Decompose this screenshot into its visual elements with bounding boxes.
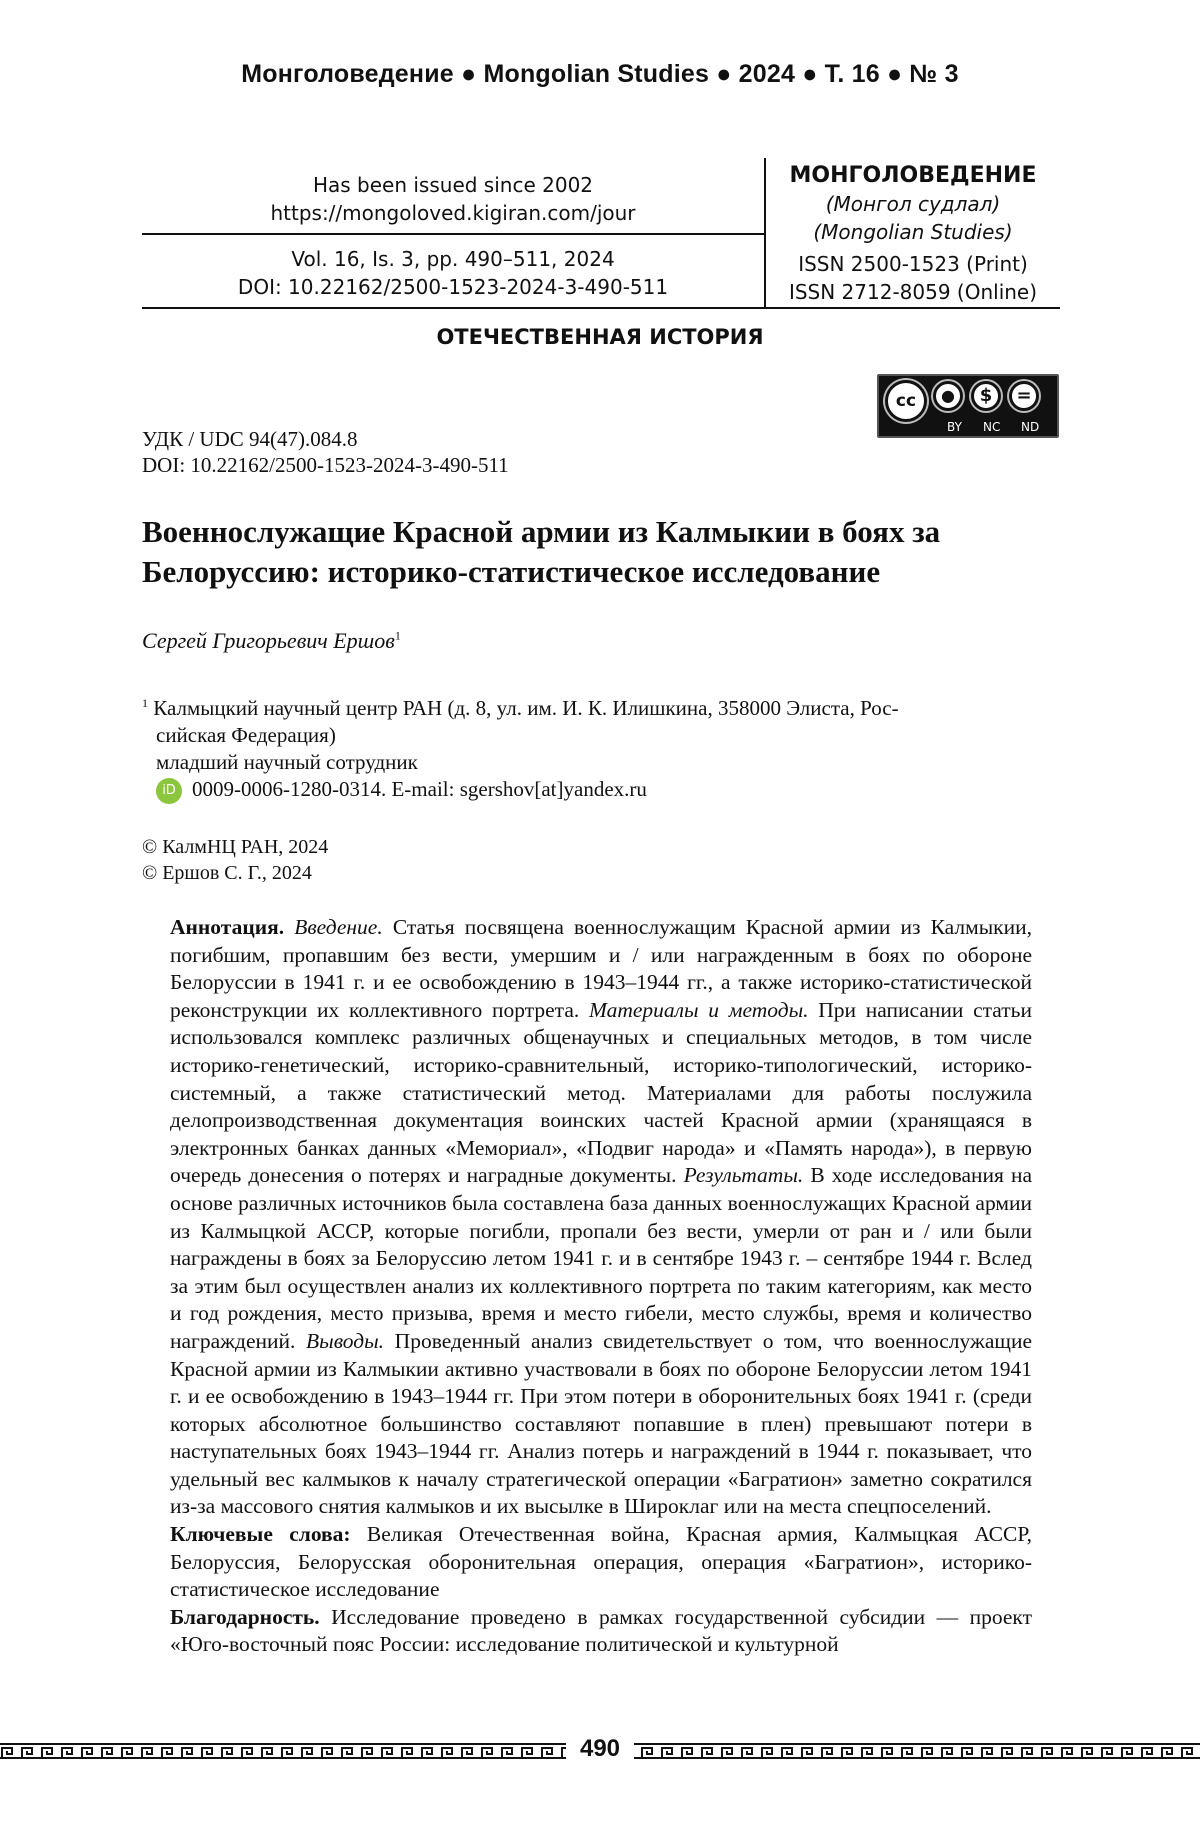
affiliation-line-1: Калмыцкий научный центр РАН (д. 8, ул. им. И. К. Илишкина, 358000 Элиста, Рос- <box>148 696 899 720</box>
volume: Vol. 16, Is. 3, pp. 490–511, 2024 <box>291 247 615 271</box>
affiliation-line-2: сийская Федерация) <box>156 723 336 747</box>
author-position: младший научный сотрудник <box>156 750 418 774</box>
author-name: Сергей Григорьевич Ершов <box>142 628 395 653</box>
acknowledgment-label: Благодарность. <box>170 1604 320 1629</box>
intro-label: Введение. <box>294 915 383 939</box>
cc-icon: cc <box>885 380 927 422</box>
article-doi[interactable]: DOI: 10.22162/2500-1523-2024-3-490-511 <box>142 453 509 477</box>
abstract-label: Аннотация. <box>170 915 285 939</box>
info-bottom-rule <box>142 307 1060 309</box>
affiliation <box>142 690 1060 804</box>
journal-name-mongolian: (Монгол судлал) <box>825 192 1001 216</box>
conclusions-label: Выводы. <box>306 1328 385 1353</box>
nd-equals-icon: = <box>1009 381 1039 411</box>
nc-dollar-icon: $ <box>971 381 1001 411</box>
orcid-icon[interactable]: iD <box>156 778 182 804</box>
acknowledgment-text: Исследование проведено в рамках государственной субсидии — проект «Юго-восточный пояс России: исследование политической и культурной <box>170 1604 1032 1657</box>
title-line-1: Военнослужащие Красной армии из Калмыкии в боях за <box>142 514 941 549</box>
conclusions-text: Проведенный анализ свидетельствует о том, что военнослужащие Красной армии из Калмыкии активно участвовали в боях по обороне Белоруссии летом 1941 г. и ее освобождению в 1943–1944 гг. При этом потери в оборонительных боях 1941 г. (среди которых абсолютное большинство составляют попавшие в плен) превышают потери в наступательных боях 1943–1944 гг. Анализ потерь и награждений в 1944 г. показывает, что удельный вес калмыков к началу стратегической операции «Багратион» заметно сократился из-за массового снятия калмыков и их высылке в Широклаг или на места спецпоселений. <box>170 1328 1033 1519</box>
article-title <box>142 512 1060 592</box>
issued-since: Has been issued since 2002 <box>312 173 594 197</box>
copyright <box>142 834 328 886</box>
license-label-nc: NC <box>983 420 1001 434</box>
running-header: Монголоведение ● Mongolian Studies ● 2024 ● Т. 16 ● № 3 <box>241 60 959 88</box>
journal-issued-info <box>142 171 764 227</box>
keywords-text: Великая Отечественная война, Красная армия, Калмыцкая АССР, Белоруссия, Белорусская оборонительная операция, операция «Багратион», историко-статистическое исследование <box>170 1522 1032 1602</box>
cc-by-nc-nd-icon[interactable] <box>877 374 1059 438</box>
methods-label: Материалы и методы. <box>588 997 809 1022</box>
affiliation-mark: 1 <box>142 696 148 710</box>
journal-name-block <box>766 162 1060 306</box>
acknowledgment <box>170 1604 1032 1659</box>
section-title: ОТЕЧЕСТВЕННАЯ ИСТОРИЯ <box>436 325 764 349</box>
orcid-line <box>142 776 1060 804</box>
journal-name: МОНГОЛОВЕДЕНИЕ <box>789 163 1037 188</box>
author <box>142 628 401 654</box>
license-label-nd: ND <box>1021 420 1040 434</box>
issn-online: ISSN 2712-8059 (Online) <box>788 280 1038 304</box>
author-affiliation-mark: 1 <box>394 628 401 643</box>
results-text: В ходе исследования на основе различных источников была составлена база данных военнослужащих Красной армии из Калмыцкой АССР, которые погибли, пропали без вести, умерли от ран и / или были награждены в боях за Белоруссию летом 1941 г. и в сентябре 1943 г. – сентябре 1944 г. Вслед за этим был осуществлен анализ их коллективного портрета по таким категориям, как место и год рождения, место призыва, время и место гибели, место службы, время и количество награждений. <box>170 1163 1033 1353</box>
intro-text: Статья посвящена военнослужащим Красной армии из Калмыкии, погибшим, пропавшим без вести, умершим и / или награжденным в боях по обороне Белоруссии в 1941 г. и ее освобождению в 1943–1944 гг., а также историко-статистической реконструкции их коллективного портрета. <box>170 915 1032 1022</box>
copyright-institution: © КалмНЦ РАН, 2024 <box>142 836 329 858</box>
by-person-icon: ● <box>933 381 963 411</box>
journal-url[interactable]: https://mongoloved.kigiran.com/jour <box>270 201 636 225</box>
keywords-label: Ключевые слова: <box>170 1522 351 1547</box>
page-number: 490 <box>566 1732 634 1766</box>
results-label: Результаты. <box>683 1163 804 1188</box>
methods-text: При написании статьи использовался комплекс различных общенаучных и специальных методов, в том числе историко-генетический, историко-сравнительный, историко-типологический, историко-системный, а также статистический метод. Материалами для работы послужила делопроизводственная документация воинских частей Красной армии (хранящаяся в электронных банках данных «Мемориал», «Подвиг народа» и «Память народа»), в первую очередь донесения о потерях и наградные документы. <box>170 997 1032 1188</box>
orcid-email[interactable]: 0009-0006-1280-0314. E-mail: sgershov[at]yandex.ru <box>192 777 647 801</box>
journal-name-english: (Mongolian Studies) <box>813 220 1013 244</box>
info-divider-left <box>142 233 764 235</box>
keywords <box>170 1521 1032 1604</box>
issn-print: ISSN 2500-1523 (Print) <box>798 252 1028 276</box>
license-label-by: BY <box>947 420 962 434</box>
title-line-2: Белоруссию: историко-статистическое исследование <box>142 554 881 589</box>
abstract-text <box>170 914 1032 1521</box>
journal-doi[interactable]: DOI: 10.22162/2500-1523-2024-3-490-511 <box>237 275 669 299</box>
copyright-author: © Ершов С. Г., 2024 <box>142 862 312 884</box>
journal-volume-info <box>142 245 764 301</box>
udc: УДК / UDC 94(47).084.8 <box>142 427 358 451</box>
abstract <box>170 914 1032 1659</box>
